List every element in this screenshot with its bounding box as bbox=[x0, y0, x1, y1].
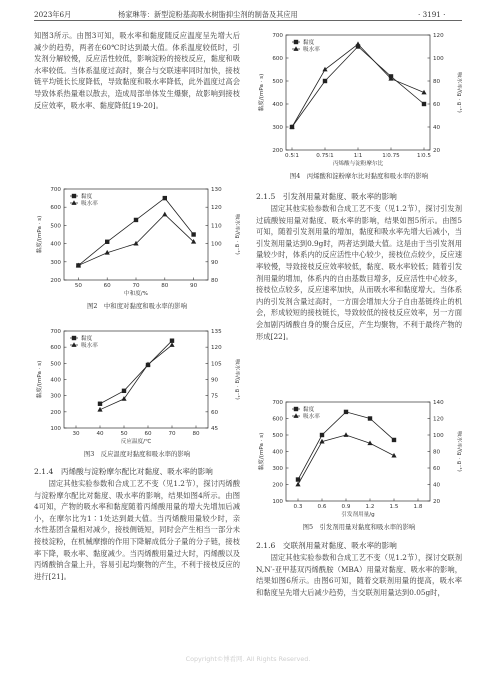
y-left-tick-label: 400 bbox=[50, 241, 61, 248]
data-point-viscosity bbox=[323, 79, 327, 83]
x-tick-label: 50 bbox=[74, 283, 82, 289]
x-tick-label: 30 bbox=[72, 431, 80, 437]
figure-4-caption: 图4 丙烯酸和淀粉摩尔比对黏度和吸水率的影响 bbox=[289, 172, 429, 180]
y-right-tick-label: 80 bbox=[211, 278, 219, 284]
x-tick-label: 0.9 bbox=[341, 504, 351, 510]
x-tick-label: 0.75∶1 bbox=[316, 153, 334, 159]
legend-marker bbox=[71, 342, 76, 347]
figure-3 bbox=[34, 326, 240, 448]
series-line-viscosity bbox=[298, 412, 394, 480]
y-right-tick-label: 90 bbox=[211, 377, 219, 384]
x-tick-label: 80 bbox=[192, 431, 200, 437]
series-line-viscosity bbox=[292, 47, 424, 128]
data-point-absorbency bbox=[162, 212, 167, 217]
x-tick-label: 70 bbox=[168, 431, 176, 437]
x-tick-label: 0.6 bbox=[317, 504, 327, 510]
figure-2 bbox=[34, 184, 240, 300]
data-point-viscosity bbox=[122, 389, 126, 393]
x-tick-label: 60 bbox=[103, 283, 111, 289]
y-right-tick-label: 110 bbox=[211, 223, 222, 230]
legend-label: 吸水率 bbox=[303, 414, 320, 420]
y-right-axis-label: 吸水率/(g · g⁻¹) bbox=[456, 72, 462, 113]
y-left-tick-label: 400 bbox=[272, 449, 283, 456]
y-right-tick-label: 120 bbox=[211, 205, 222, 212]
data-point-viscosity bbox=[320, 433, 324, 437]
y-right-tick-label: 120 bbox=[433, 33, 444, 39]
y-left-tick-label: 400 bbox=[50, 377, 61, 384]
header-rule bbox=[34, 20, 462, 21]
y-right-tick-label: 130 bbox=[211, 187, 222, 193]
data-point-viscosity bbox=[98, 402, 102, 406]
legend-marker bbox=[294, 40, 298, 44]
y-left-tick-label: 700 bbox=[272, 400, 283, 406]
x-axis-label: 引发剂用量/g bbox=[341, 512, 375, 518]
y-left-tick-label: 500 bbox=[50, 361, 61, 368]
data-point-viscosity bbox=[422, 102, 426, 106]
y-right-tick-label: 20 bbox=[433, 499, 441, 505]
y-right-tick-label: 90 bbox=[211, 259, 219, 266]
y-right-tick-label: 80 bbox=[433, 449, 441, 456]
figure-3-caption: 图3 反应温度对黏度和吸水率的影响 bbox=[83, 450, 191, 458]
y-left-tick-label: 600 bbox=[272, 56, 283, 62]
y-left-tick-label: 600 bbox=[50, 205, 61, 212]
x-tick-label: 90 bbox=[190, 283, 198, 289]
copyright-footer: Copyright©博看网. All Rights Reserved. bbox=[185, 655, 311, 663]
y-left-tick-label: 300 bbox=[50, 259, 61, 266]
series-line-viscosity bbox=[100, 341, 172, 404]
section-2-1-5-text: 固定其他实验参数和合成工艺不变（见1.2节），探讨引发剂过硫酸铵用量对黏度、吸水率的影响，结果如图5所示。由图5可知，随着引发剂用量的增加，黏度和吸水率先增大后减小，当引发剂用量达到0.9g时，两者达到最大值。这是由于当引发剂用量较少时，体系内的反应活性中心较少，接枝位点较少，反应速率较慢，导致接枝反应效率较低，黏度、吸水率较低；随着引发剂用量的增加，体系内的自由基数目增多，反应活性中心较多，接枝位点较多，反应速率加快，从而吸水率和黏度增大。当体系内的引发剂含量过高时，一方面会增加大分子自由基链终止的机会，形成较短的接枝链长，导致较低的接枝反应效率，另一方面会加剧丙烯酸自身的聚合反应，产生均聚物，不利于最终产物的形成[22]。 bbox=[256, 204, 462, 341]
legend-marker bbox=[294, 407, 298, 411]
x-tick-label: 60 bbox=[144, 431, 152, 437]
y-right-tick-label: 60 bbox=[433, 102, 441, 108]
data-point-viscosity bbox=[163, 196, 167, 200]
y-right-axis-label: 吸水率/(g · g⁻¹) bbox=[234, 359, 240, 400]
figure-5 bbox=[256, 397, 462, 521]
legend-marker bbox=[72, 194, 76, 198]
data-point-viscosity bbox=[134, 218, 138, 222]
x-tick-label: 70 bbox=[132, 283, 140, 289]
header-title: 杨家琳等：新型淀粉基高吸水树脂抑尘剂的制备及其应用 bbox=[118, 10, 298, 19]
x-axis-label: 中和度/% bbox=[124, 291, 148, 297]
paragraph-temperature: 知图3所示。由图3可知，吸水率和黏度随反应温度呈先增大后减少的趋势，两者在60℃时达到最大值。体系温度较低时，引发剂分解较慢，反应活性较低，影响淀粉的接枝反应，黏度和吸水率较低。当体系温度过高时，聚合与交联速率同时加快，接枝链平均链长长度降低，导致黏度和吸水率降低，此外温度过高会导致体系热量难以散去，造成局部单体发生爆聚，故影响到接枝反应效率，吸水率、黏度降低[19-20]。 bbox=[34, 31, 240, 110]
y-left-tick-label: 300 bbox=[50, 393, 61, 400]
data-point-absorbency bbox=[355, 41, 360, 46]
x-tick-label: 1∶0.75 bbox=[382, 153, 400, 159]
x-axis-label: 丙烯酸与淀粉摩尔比 bbox=[332, 161, 384, 167]
legend-marker bbox=[293, 46, 298, 51]
header-date: 2023年6月 bbox=[34, 10, 72, 19]
y-right-tick-label: 20 bbox=[433, 148, 441, 154]
data-point-viscosity bbox=[344, 410, 348, 414]
y-left-tick-label: 600 bbox=[272, 416, 283, 423]
chart-fig3 bbox=[34, 326, 240, 448]
chart-fig2 bbox=[34, 184, 240, 300]
legend-label: 吸水率 bbox=[81, 343, 98, 349]
y-left-tick-label: 700 bbox=[50, 329, 61, 335]
y-right-tick-label: 140 bbox=[433, 400, 444, 406]
y-left-tick-label: 500 bbox=[50, 223, 61, 230]
legend-marker bbox=[71, 200, 76, 205]
y-left-tick-label: 300 bbox=[272, 466, 283, 472]
x-tick-label: 1.8 bbox=[413, 504, 423, 510]
series-line-absorbency bbox=[298, 435, 394, 485]
y-left-tick-label: 100 bbox=[272, 499, 283, 505]
y-right-tick-label: 100 bbox=[211, 241, 222, 248]
y-right-tick-label: 40 bbox=[433, 125, 441, 131]
data-point-absorbency bbox=[391, 453, 396, 458]
series-line-viscosity bbox=[78, 198, 193, 265]
x-axis-label: 反应温度/℃ bbox=[120, 439, 152, 445]
data-point-absorbency bbox=[322, 67, 327, 72]
y-left-tick-label: 300 bbox=[272, 125, 283, 131]
section-2-1-6-heading: 2.1.6 交联剂用量对黏度、吸水率的影响 bbox=[256, 541, 397, 550]
legend-marker bbox=[72, 336, 76, 340]
x-tick-label: 50 bbox=[120, 431, 128, 437]
y-left-axis-label: 黏度/(mPa · s) bbox=[259, 432, 265, 471]
y-left-tick-label: 200 bbox=[272, 482, 283, 489]
figure-4 bbox=[256, 30, 462, 170]
section-2-1-6-text: 固定其他实验参数和合成工艺不变（见1.2节），探讨交联剂N,N′-亚甲基双丙烯酰胺（MBA）用量对黏度、吸水率的影响，结果如图6所示。由图6可知，随着交联剂用量的提高，吸水率和黏度呈先增大后减少趋势，当交联剂用量达到0.05g时， bbox=[256, 553, 462, 597]
data-point-viscosity bbox=[191, 232, 195, 236]
section-2-1-4-text: 固定其他实验参数和合成工艺不变（见1.2节），探讨丙烯酸与淀粉摩尔配比对黏度、吸水率的影响，结果如图4所示。由图4可知，产物的吸水率和黏度随着丙烯酸用量的增大先增加后减小，在摩尔比为1∶1处达到最大值。当丙烯酸用量较少时，亲水性基团含量相对减少，接枝侧链短，同时会产生相当一部分未接枝淀粉，在机械摩擦的作用下降解成低分子量的分子链，接枝率下降，吸水率、黏度减少。当丙烯酸用量过大时，丙烯酸以及丙烯酸钠含量上升，容易引起均聚物的产生，不利于接枝反应的进行[21]。 bbox=[34, 479, 240, 581]
y-left-tick-label: 200 bbox=[50, 278, 61, 284]
legend-marker bbox=[293, 413, 298, 418]
x-tick-label: 1.2 bbox=[365, 504, 375, 510]
figure-2-caption: 图2 中和度对黏度和吸水率的影响 bbox=[87, 302, 187, 310]
y-right-tick-label: 120 bbox=[433, 416, 444, 423]
section-2-1-4-heading: 2.1.4 丙烯酸与淀粉摩尔配比对黏度、吸水率的影响 bbox=[34, 467, 213, 476]
y-left-tick-label: 400 bbox=[272, 102, 283, 108]
y-right-tick-label: 135 bbox=[211, 329, 222, 335]
chart-fig4 bbox=[256, 30, 462, 170]
x-tick-label: 0.5∶1 bbox=[285, 153, 299, 159]
y-right-tick-label: 100 bbox=[433, 56, 444, 62]
legend-label: 吸水率 bbox=[81, 201, 98, 207]
y-right-tick-label: 60 bbox=[433, 466, 441, 472]
y-right-tick-label: 75 bbox=[211, 393, 219, 400]
x-tick-label: 0.3 bbox=[293, 504, 303, 510]
y-left-tick-label: 700 bbox=[272, 33, 283, 39]
y-left-tick-label: 500 bbox=[272, 79, 283, 85]
data-point-viscosity bbox=[105, 240, 109, 244]
section-2-1-5-heading: 2.1.5 引发剂用量对黏度、吸水率的影响 bbox=[256, 192, 397, 201]
x-tick-label: 40 bbox=[96, 431, 104, 437]
y-left-axis-label: 黏度/(mPa · s) bbox=[259, 73, 265, 112]
x-tick-label: 1∶0.5 bbox=[417, 153, 431, 159]
data-point-viscosity bbox=[368, 416, 372, 420]
y-right-tick-label: 100 bbox=[433, 433, 444, 439]
x-tick-label: 1∶1 bbox=[353, 153, 363, 159]
y-right-axis-label: 吸水率/(g · g⁻¹) bbox=[456, 431, 462, 472]
y-left-axis-label: 黏度/(mPa · s) bbox=[37, 360, 43, 399]
y-left-tick-label: 200 bbox=[272, 148, 283, 154]
y-right-tick-label: 45 bbox=[211, 426, 219, 432]
legend-label: 吸水率 bbox=[303, 47, 320, 53]
data-point-absorbency bbox=[343, 432, 348, 437]
legend-label: 黏度 bbox=[303, 407, 315, 413]
y-left-tick-label: 700 bbox=[50, 187, 61, 193]
y-right-axis-label: 吸水率/(g · g⁻¹) bbox=[234, 214, 240, 255]
legend-label: 黏度 bbox=[81, 194, 93, 200]
y-left-axis-label: 黏度/(mPa · s) bbox=[37, 215, 43, 254]
legend-label: 黏度 bbox=[303, 40, 315, 46]
y-left-tick-label: 200 bbox=[50, 409, 61, 416]
y-right-tick-label: 60 bbox=[211, 409, 219, 416]
x-tick-label: 80 bbox=[161, 283, 169, 289]
chart-fig5 bbox=[256, 397, 462, 521]
data-point-viscosity bbox=[392, 438, 396, 442]
legend-label: 黏度 bbox=[81, 336, 93, 342]
series-line-absorbency bbox=[292, 44, 424, 127]
y-right-tick-label: 120 bbox=[211, 345, 222, 352]
y-right-tick-label: 40 bbox=[433, 482, 441, 489]
y-left-tick-label: 600 bbox=[50, 345, 61, 352]
header-page-number: · 3191 · bbox=[418, 10, 446, 19]
data-point-absorbency bbox=[295, 482, 300, 487]
y-right-tick-label: 80 bbox=[433, 79, 441, 85]
x-tick-label: 1.5 bbox=[389, 504, 399, 510]
y-left-tick-label: 500 bbox=[272, 433, 283, 439]
y-left-tick-label: 100 bbox=[50, 426, 61, 432]
y-right-tick-label: 105 bbox=[211, 361, 222, 368]
figure-5-caption: 图5 引发剂用量对黏度和吸水率的影响 bbox=[302, 523, 416, 531]
